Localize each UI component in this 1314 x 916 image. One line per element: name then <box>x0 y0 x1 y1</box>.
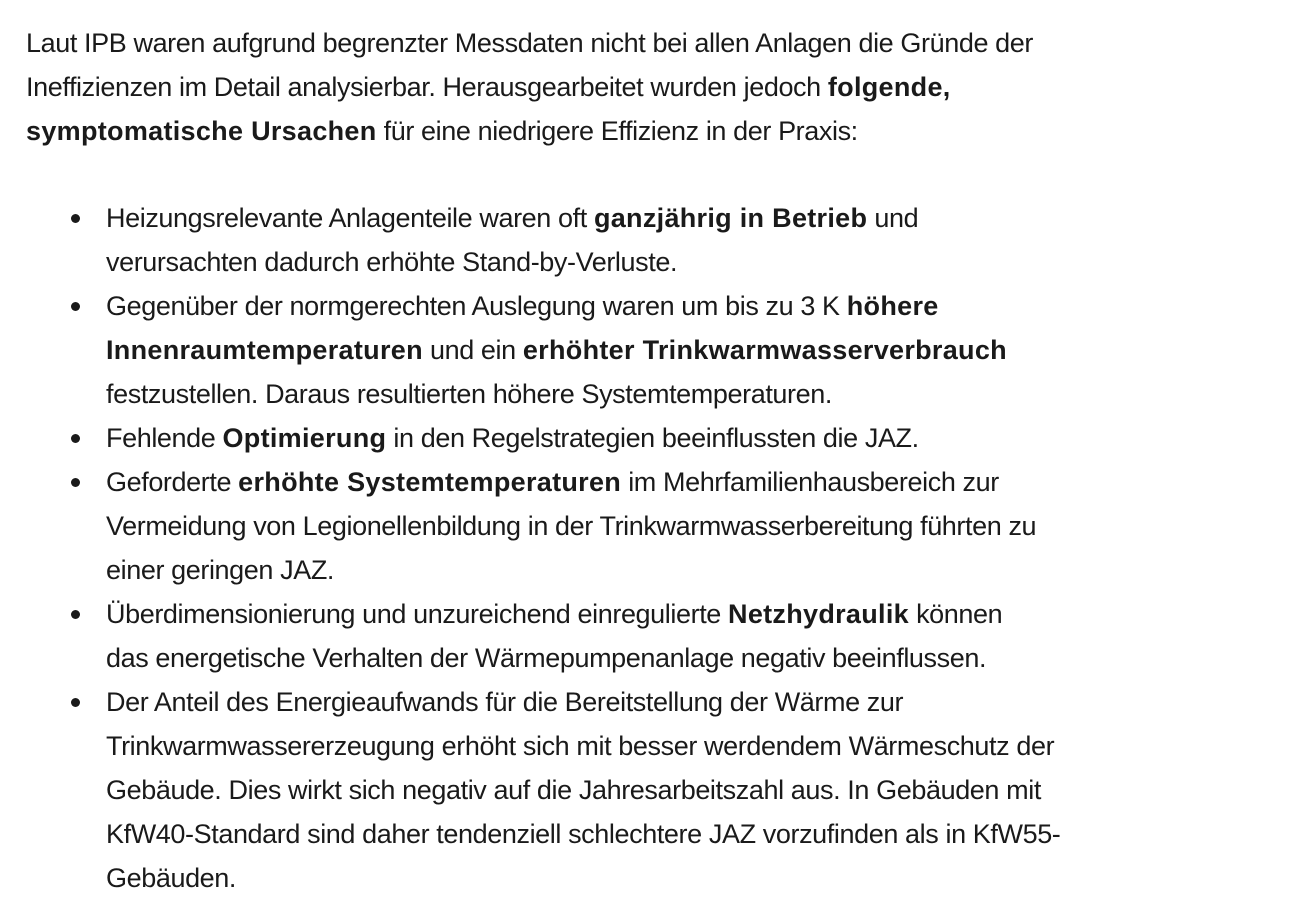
cause-item <box>26 460 1296 592</box>
cause-emphasis: Netzhydraulik <box>728 599 909 629</box>
bullet-icon <box>71 698 80 707</box>
cause-text: Überdimensionierung und unzureichend einregulierte <box>106 599 729 629</box>
cause-item <box>26 196 1296 284</box>
causes-list <box>26 196 1296 900</box>
cause-text: Heizungsrelevante Anlagenteile waren oft <box>106 203 594 233</box>
cause-line <box>106 724 1296 768</box>
cause-text: und ein <box>422 335 523 365</box>
cause-line <box>106 328 1296 372</box>
cause-text: verursachten dadurch erhöhte Stand-by-Verluste. <box>106 247 678 277</box>
bullet-icon <box>71 302 80 311</box>
cause-line <box>106 372 1296 416</box>
cause-line <box>106 460 1296 504</box>
bullet-icon <box>71 610 80 619</box>
bullet-icon <box>71 434 80 443</box>
cause-emphasis: höhere <box>846 291 939 321</box>
cause-text: einer geringen JAZ. <box>106 555 335 585</box>
bullet-icon <box>71 478 80 487</box>
cause-text: das energetische Verhalten der Wärmepumpenanlage negativ beeinflussen. <box>106 643 987 673</box>
cause-item <box>26 680 1296 900</box>
cause-line <box>106 196 1296 240</box>
cause-text: Der Anteil des Energieaufwands für die Bereitstellung der Wärme zur <box>106 687 904 717</box>
article-body <box>26 21 1296 900</box>
intro-line <box>26 109 1296 153</box>
cause-emphasis: Innenraumtemperaturen <box>106 335 423 365</box>
cause-line <box>106 504 1296 548</box>
cause-emphasis: ganzjährig in Betrieb <box>593 203 868 233</box>
cause-item <box>26 592 1296 680</box>
bullet-icon <box>71 214 80 223</box>
cause-text: in den Regelstrategien beeinflussten die JAZ. <box>386 423 919 453</box>
intro-emphasis: symptomatische Ursachen <box>26 116 377 146</box>
cause-line <box>106 240 1296 284</box>
cause-text: Gebäude. Dies wirkt sich negativ auf die Jahresarbeitszahl aus. In Gebäuden mit <box>106 775 1041 805</box>
cause-item <box>26 416 1296 460</box>
cause-emphasis: Optimierung <box>222 423 387 453</box>
intro-paragraph <box>26 21 1296 153</box>
cause-text: Gebäuden. <box>106 863 237 893</box>
intro-line <box>26 65 1296 109</box>
cause-line <box>106 592 1296 636</box>
cause-text: Geforderte <box>106 467 239 497</box>
cause-text: Trinkwarmwassererzeugung erhöht sich mit besser werdendem Wärmeschutz der <box>106 731 1055 761</box>
cause-text: Gegenüber der normgerechten Auslegung waren um bis zu 3 K <box>106 291 847 321</box>
cause-text: im Mehrfamilienhausbereich zur <box>621 467 999 497</box>
cause-line <box>106 680 1296 724</box>
cause-line <box>106 856 1296 900</box>
cause-line <box>106 636 1296 680</box>
cause-text: Fehlende <box>106 423 223 453</box>
cause-line <box>106 416 1296 460</box>
cause-line <box>106 768 1296 812</box>
intro-text: Ineffizienzen im Detail analysierbar. Herausgearbeitet wurden jedoch <box>26 72 828 102</box>
cause-text: können <box>908 599 1003 629</box>
cause-text: Vermeidung von Legionellenbildung in der Trinkwarmwasserbereitung führten zu <box>106 511 1037 541</box>
intro-emphasis: folgende, <box>827 72 951 102</box>
cause-text: KfW40-Standard sind daher tendenziell schlechtere JAZ vorzufinden als in KfW55- <box>106 819 1061 849</box>
cause-line <box>106 284 1296 328</box>
intro-text: Laut IPB waren aufgrund begrenzter Messdaten nicht bei allen Anlagen die Gründe der <box>26 28 1033 58</box>
cause-emphasis: erhöhte Systemtemperaturen <box>238 467 622 497</box>
cause-line <box>106 812 1296 856</box>
cause-emphasis: erhöhter Trinkwarmwasserverbrauch <box>522 335 1007 365</box>
cause-text: festzustellen. Daraus resultierten höhere Systemtemperaturen. <box>106 379 832 409</box>
cause-text: und <box>867 203 919 233</box>
cause-item <box>26 284 1296 416</box>
cause-line <box>106 548 1296 592</box>
intro-line <box>26 21 1296 65</box>
intro-text: für eine niedrigere Effizienz in der Praxis: <box>376 116 858 146</box>
